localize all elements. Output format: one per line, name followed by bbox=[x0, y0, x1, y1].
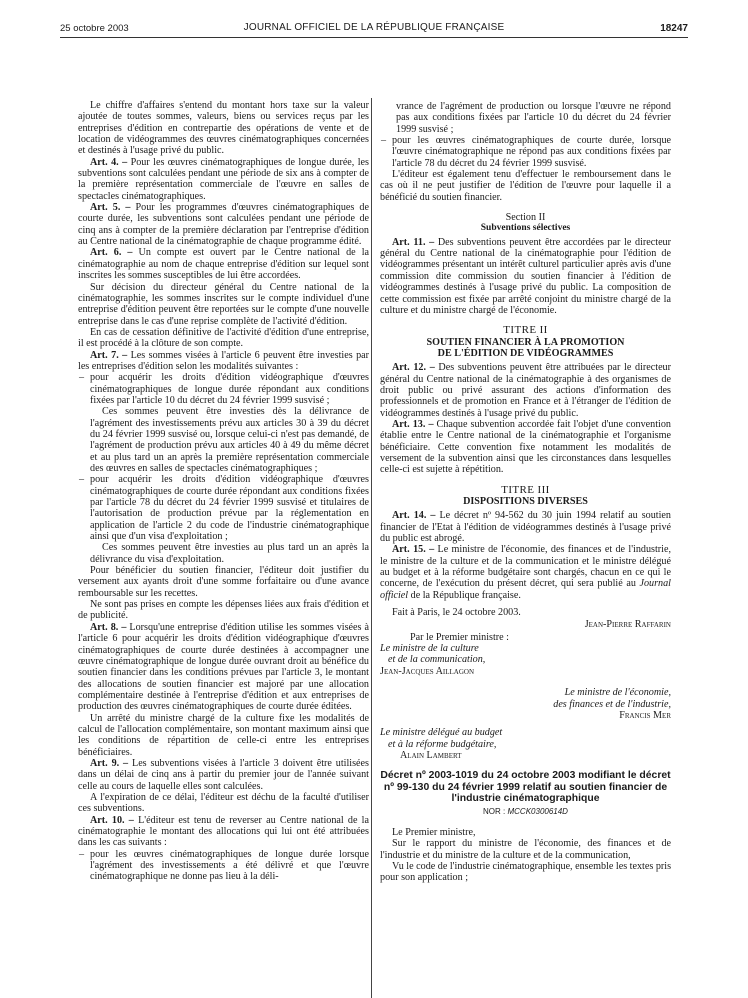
titre-subtitle-line: SOUTIEN FINANCIER À LA PROMOTION bbox=[426, 336, 625, 348]
bullet-list bbox=[78, 849, 369, 883]
minister-title: Le ministre de l'économie, bbox=[564, 687, 671, 699]
minister-title: et à la réforme budgétaire, bbox=[388, 738, 497, 750]
article-15 bbox=[380, 544, 671, 601]
minister-name: Francis Mer bbox=[619, 709, 671, 721]
list-item-text: – pour acquérir les droits d'édition vidéographique d'œuvres cinématographiques de courte durée répondant aux conditions fixées par l'article 78 du décret du 24 février 1999 susvisé et titulaires de l'autorisation de production prévue par la réglementation en application de l'article 2 du code de l'industrie cinématographique ainsi que d'un visa d'exploitation ; bbox=[90, 474, 369, 543]
nor-value: MCCK0300614D bbox=[507, 806, 568, 816]
section-heading: Section II bbox=[505, 212, 546, 224]
signature-economie bbox=[380, 687, 671, 721]
journal-officiel-ref: Journal officiel bbox=[380, 578, 671, 601]
signature-budget bbox=[380, 727, 671, 761]
par-premier-ministre: Par le Premier ministre : bbox=[410, 631, 509, 643]
article-5 bbox=[78, 202, 369, 247]
signature-culture bbox=[380, 643, 671, 677]
paragraph: Pour bénéficier du soutien financier, l'éditeur doit justifier du versement aux ayants droit d'une somme forfaitaire ou d'une avance remboursable sur les recettes. bbox=[78, 565, 369, 599]
article-number: Art. 7. – bbox=[90, 349, 128, 361]
titre-subtitle: DISPOSITIONS DIVERSES bbox=[463, 496, 588, 507]
decree-title: Décret nº 2003-1019 du 24 octobre 2003 modifiant le décret nº 99-130 du 24 février 1999 relatif au soutien financier de l'industrie cinématographique bbox=[380, 770, 671, 805]
article-number: Art. 15. – bbox=[392, 544, 435, 556]
article-number: Art. 6. – bbox=[90, 247, 133, 259]
article-10 bbox=[78, 815, 369, 849]
article-14 bbox=[380, 510, 671, 544]
list-item bbox=[78, 372, 369, 474]
article-number: Art. 14. – bbox=[392, 510, 436, 522]
article-11 bbox=[380, 237, 671, 316]
article-9 bbox=[78, 758, 369, 792]
left-column bbox=[78, 100, 369, 883]
minister-title: Le ministre de la culture bbox=[380, 643, 479, 655]
article-12 bbox=[380, 362, 671, 419]
titre-subtitle-line: DE L'ÉDITION DE VIDÉOGRAMMES bbox=[437, 347, 614, 359]
article-number: Art. 5. – bbox=[90, 202, 131, 214]
header-date: 25 octobre 2003 bbox=[60, 23, 129, 34]
article-text: Pour les programmes d'œuvres cinématographiques de courte durée, les subventions sont calculées pendant une période de cinq ans à compter de la première déclaration par l'entreprise d'édition au Centre national de la cinématographie de chaque programme édité. bbox=[78, 202, 369, 248]
article-number: Art. 8. – bbox=[90, 621, 127, 633]
article-text: Les subventions visées à l'article 3 doivent être utilisées dans un délai de cinq ans à partir du premier jour de l'année suivant celle au cours de laquelle elles sont calculées. bbox=[78, 757, 369, 792]
article-text: Le décret nº 94-562 du 30 juin 1994 relatif au soutien financier de l'Etat à l'édition de vidéogrammes destinés à l'usage privé du public est abrogé. bbox=[380, 510, 671, 545]
page-header bbox=[60, 20, 688, 36]
header-rule bbox=[60, 37, 688, 38]
list-item-continuation: vrance de l'agrément de production ou lorsque l'œuvre ne répond pas aux conditions fixées par l'article 10 du décret du 24 février 1999 susvisé ; bbox=[396, 101, 671, 135]
bullet-list bbox=[380, 135, 671, 169]
article-number: Art. 12. – bbox=[392, 362, 435, 374]
article-text: Le ministre de l'économie, des finances et de l'industrie, le ministre de la culture et de la communication et le ministre délégué au budget et à la réforme budgétaire sont chargés, chacun en ce qui le concerne, de l'exécution du présent décret, qui sera publié au bbox=[380, 544, 672, 590]
article-number: Art. 11. – bbox=[392, 236, 435, 248]
right-column bbox=[380, 101, 671, 884]
paragraph: Le Premier ministre, bbox=[392, 827, 476, 839]
nor-label: NOR : bbox=[483, 806, 508, 816]
article-number: Art. 9. – bbox=[90, 757, 129, 769]
minister-name: Jean-Jacques Aillagon bbox=[380, 665, 475, 677]
journal-title: JOURNAL OFFICIEL DE LA RÉPUBLIQUE FRANÇAISE bbox=[243, 22, 505, 33]
nor-reference bbox=[380, 806, 671, 817]
list-item-text: Ces sommes peuvent être investies au plus tard un an après la délivrance du visa d'exploitation. bbox=[90, 542, 369, 565]
minister-name: Alain Lambert bbox=[400, 749, 462, 761]
article-number: Art. 4. – bbox=[90, 156, 128, 168]
page-number: 18247 bbox=[660, 23, 688, 34]
list-item-text: Ces sommes peuvent être investies dès la délivrance de l'agrément des investissements prévu aux articles 30 à 39 du décret du 24 février 1999 susvisé ou, lorsque celui-ci n'est pas demandé, de l'agrément de production prévu aux articles 40 à 49 du même décret et au plus tard un an après la première représentation commerciale des œuvres en salles de spectacles cinématographiques ; bbox=[90, 406, 369, 474]
bullet-list bbox=[78, 372, 369, 565]
signature-pm: Jean-Pierre Raffarin bbox=[584, 619, 671, 631]
article-text: Les sommes visées à l'article 6 peuvent être investies par les entreprises d'édition selon les modalités suivantes : bbox=[78, 349, 369, 372]
signature-date: Fait à Paris, le 24 octobre 2003. bbox=[392, 607, 521, 619]
list-item-text: – pour acquérir les droits d'édition vidéographique d'œuvres cinématographiques de longue durée répondant aux conditions fixées par l'article 10 du décret du 24 février 1999 susvisé ; bbox=[90, 372, 369, 406]
list-item-text: – pour les œuvres cinématographiques de longue durée lorsque l'agrément des investissements a été délivré et que l'œuvre cinématographique ne donne pas lieu à la déli- bbox=[90, 848, 369, 883]
titre-subtitle bbox=[380, 337, 671, 360]
section-subtitle: Subventions sélectives bbox=[480, 223, 571, 234]
paragraph: Un arrêté du ministre chargé de la culture fixe les modalités de calcul de l'allocation complémentaire, son montant maximum ainsi que les conditions de répartition de celle-ci entre les entreprises bénéficiaires. bbox=[78, 712, 369, 758]
article-text: Lorsqu'une entreprise d'édition utilise les sommes visées à l'article 6 pour acquérir les droits d'édition vidéographique d'œuvres cinématographiques de courte durée destinées à accompagner une œuvre cinématographique de longue durée ouvrant droit au bénéfice du soutien financier dans les conditions prévues par l'article 3, le montant des allocations de soutien financier est majoré par une allocation complémentaire destinée à l'entreprise d'édition et aux entreprises de production des œuvres cinématographiques de courte durée éditées. bbox=[78, 621, 369, 713]
titre-heading: TITRE III bbox=[501, 483, 550, 496]
article-text: Un compte est ouvert par le Centre national de la cinématographie au nom de chaque entreprise d'édition sur lequel sont inscrites les sommes susceptibles de lui être accordées. bbox=[78, 247, 369, 282]
article-6 bbox=[78, 247, 369, 281]
paragraph: Sur le rapport du ministre de l'économie, des finances et de l'industrie et du ministre de la culture et de la communication, bbox=[380, 838, 671, 861]
paragraph: Vu le code de l'industrie cinématographique, ensemble les textes pris pour son application ; bbox=[380, 861, 672, 884]
paragraph: En cas de cessation définitive de l'activité d'édition d'une entreprise, il est procédé à la clôture de son compte. bbox=[78, 326, 369, 350]
article-text: Chaque subvention accordée fait l'objet d'une convention établie entre le Centre national de la cinématographie et l'organisme bénéficiaire. Cette convention fixe notamment les modalités de versement de la subvention ainsi que les circonstances dans lesquelles celle-ci est sujette à répétition. bbox=[380, 418, 671, 476]
list-item bbox=[78, 474, 369, 565]
list-item bbox=[380, 135, 671, 169]
list-item bbox=[78, 849, 369, 883]
paragraph: Ne sont pas prises en compte les dépenses liées aux frais d'édition et de publicité. bbox=[78, 599, 369, 622]
paragraph: L'éditeur est également tenu d'effectuer le remboursement dans le cas où il ne peut justifier de l'édition de l'œuvre pour laquelle il a bénéficié du soutien financier. bbox=[380, 169, 671, 203]
article-13 bbox=[380, 419, 671, 476]
article-text: de la République française. bbox=[408, 589, 521, 601]
article-8 bbox=[78, 622, 369, 713]
titre-heading: TITRE II bbox=[503, 324, 548, 337]
article-number: Art. 13. – bbox=[392, 418, 434, 430]
article-4 bbox=[78, 157, 369, 202]
article-text: Pour les œuvres cinématographiques de longue durée, les subventions sont calculées pendant une période de six ans à compter de la première représentation commerciale de l'œuvre en salles de spectacles cinématographiques. bbox=[78, 156, 369, 202]
paragraph: A l'expiration de ce délai, l'éditeur est déchu de la faculté d'utiliser ces subventions. bbox=[78, 791, 369, 815]
paragraph: Le chiffre d'affaires s'entend du montant hors taxe sur la valeur ajoutée de toutes sommes, valeurs, biens ou services reçus par les entreprises d'édition en contrepartie des opérations de vente et de location de vidéogrammes des œuvres cinématographiques concernées et destinés à l'usage privé du public. bbox=[78, 100, 369, 157]
minister-title: et de la communication, bbox=[388, 654, 486, 666]
article-7 bbox=[78, 350, 369, 373]
list-item-text: – pour les œuvres cinématographiques de courte durée, lorsque l'œuvre cinématographique ne répond pas aux conditions fixées par l'article 78 du décret du 24 février 1999 susvisé. bbox=[392, 135, 671, 169]
minister-title: Le ministre délégué au budget bbox=[380, 727, 503, 739]
paragraph: Sur décision du directeur général du Centre national de la cinématographie, les sommes inscrites sur le compte individuel d'une entreprise d'édition peuvent être reportées sur le compte d'une nouvelle entreprise dans le cas d'une reprise complète de l'activité d'édition. bbox=[78, 281, 369, 327]
article-text: L'éditeur est tenu de reverser au Centre national de la cinématographie le montant des allocations qui lui ont été attribuées dans les cas suivants : bbox=[78, 814, 369, 849]
column-divider bbox=[371, 98, 372, 998]
article-number: Art. 10. – bbox=[90, 814, 134, 826]
minister-title: des finances et de l'industrie, bbox=[553, 698, 671, 710]
article-text: Des subventions peuvent être accordées par le directeur général du Centre national de la cinématographie pour l'édition de vidéogrammes présentant un intérêt culturel particulier après avis d'une commission dite commission du soutien financier à l'édition de vidéogrammes destinés à l'usage privé du public. La composition de cette commission est fixée par arrêté conjoint du ministre chargé de la culture et du ministre chargé de l'économie. bbox=[380, 236, 671, 316]
article-text: Des subventions peuvent être attribuées par le directeur général du Centre national de la cinématographie à des organismes de droit public ou privé assurant des actions d'information des professionnels et de promotion en France et à l'étranger de l'édition de vidéogrammes destinés à l'usage privé du public. bbox=[380, 362, 671, 419]
